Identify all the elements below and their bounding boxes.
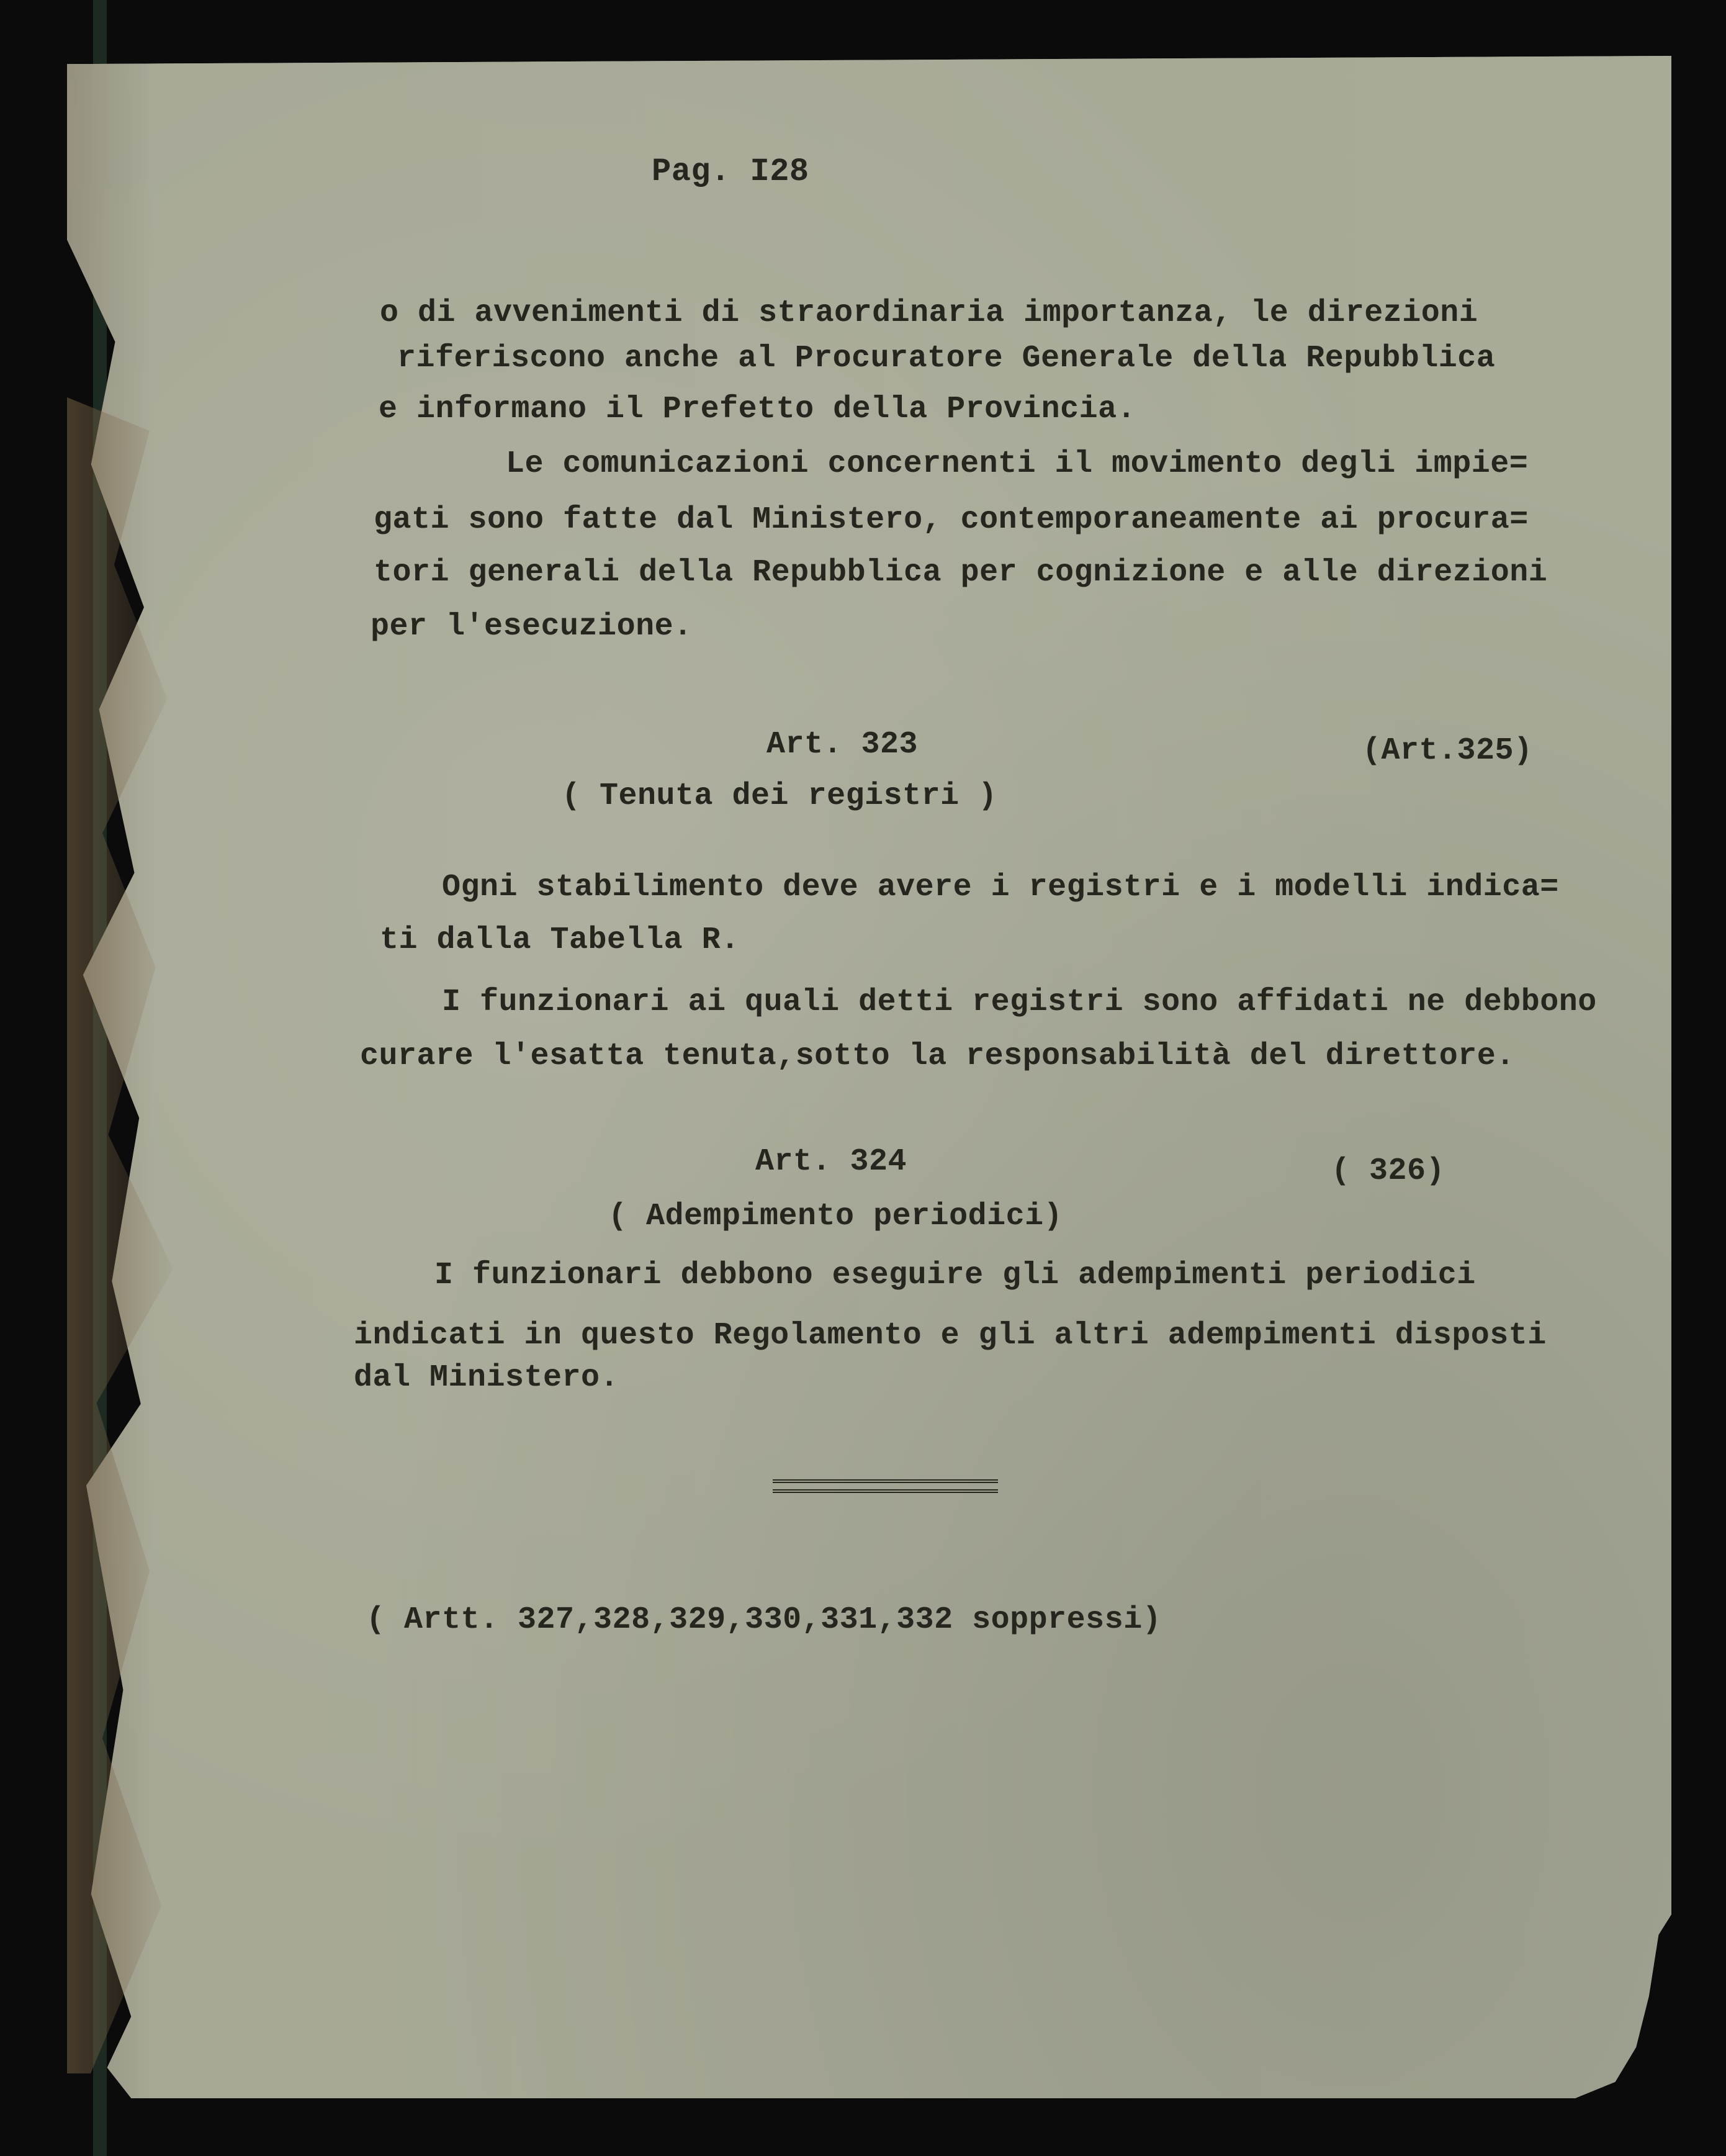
paragraph-1-line-5: gati sono fatte dal Ministero, contemporaneamente ai procura=	[374, 502, 1529, 538]
article-323-heading: Art. 323	[766, 727, 919, 762]
section-separator	[773, 1479, 998, 1493]
article-323-body-line-3: I funzionari ai quali detti registri sono affidati ne debbono	[442, 985, 1597, 1020]
page-number: Pag. I28	[652, 153, 809, 190]
paragraph-1-line-2: riferiscono anche al Procuratore Generale della Repubblica	[397, 341, 1496, 376]
paragraph-1-line-4: Le comunicazioni concernenti il movimento degli impie=	[506, 446, 1529, 482]
article-323-old-reference: (Art.325)	[1362, 733, 1533, 769]
paragraph-1-line-3: e informano il Prefetto della Provincia.	[379, 392, 1136, 427]
article-324-body-line-1: I funzionari debbono eseguire gli adempimenti periodici	[434, 1258, 1476, 1293]
paragraph-1-line-7: per l'esecuzione.	[371, 609, 693, 644]
article-324-old-reference: ( 326)	[1331, 1153, 1445, 1189]
article-323-body-line-2: ti dalla Tabella R.	[380, 922, 740, 958]
article-323-body-line-1: Ogni stabilimento deve avere i registri e i modelli indica=	[442, 870, 1559, 905]
article-324-title: ( Adempimento periodici)	[608, 1199, 1063, 1234]
article-324-body-line-3: dal Ministero.	[354, 1360, 619, 1396]
paragraph-1-line-6: tori generali della Repubblica per cognizione e alle direzioni	[374, 555, 1548, 590]
article-323-body-line-4: curare l'esatta tenuta,sotto la responsabilità del direttore.	[360, 1039, 1515, 1074]
article-324-body-line-2: indicati in questo Regolamento e gli altri adempimenti disposti	[354, 1318, 1547, 1353]
article-324-heading: Art. 324	[755, 1144, 907, 1179]
suppressed-articles-note: ( Artt. 327,328,329,330,331,332 soppressi)	[366, 1602, 1162, 1638]
article-323-title: ( Tenuta dei registri )	[562, 778, 997, 814]
paragraph-1-line-1: o di avvenimenti di straordinaria importanza, le direzioni	[380, 295, 1478, 331]
